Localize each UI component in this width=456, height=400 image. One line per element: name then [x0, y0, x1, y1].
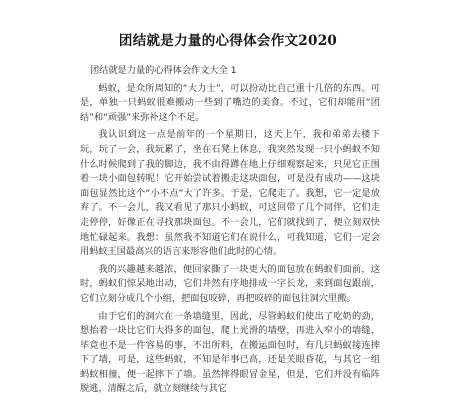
- paragraph: 蚂蚁，是众所周知的“大力士”，可以扮动比自己重十几倍的东西。可是，单独一只蚂蚁很难搬动一些到了嘴边的美食。不过，它们却能用“团结”和“顽强”来弥补这个不足。: [80, 82, 380, 123]
- paragraph: 我的兴趣越来越浓，便回家撕了一块更大的面包放在蚂蚁们面前，这时，蚂蚁们惊呆地出动，它们井然有序地排成一字长龙，来到面包跟前，它们立刻分成几个小组，把面包咬碎，再把咬碎的面包往洞穴里搬。: [80, 263, 380, 304]
- document-subtitle: 团结就是力量的心得体会作文大全 1: [90, 65, 237, 76]
- paragraph: 由于它们的洞穴在一条墙缝里，因此，尽管蚂蚁们使出了吃奶的劲，想抬着一块比它们大得多的面包，爬上光滑的墙壁，再进入窄小的墙缝，毕竟也不是一件容易的事，不出所料，在搬运面包时，有几只蚂蚁接连摔下了墙，可是，这些蚂蚁，不知是年事已高，还是关眼昏花，与其它一组蚂蚁相撞，便一起摔下了墙。虽然摔得眼冒金星，但是，它们并没有临阵脱逃，清醒之后，就立刻继续与其它: [80, 310, 380, 395]
- document-body: [80, 64, 380, 397]
- paragraph: 我认识到这一点是前年的一个星期日，这天上午，我和弟弟去楼下玩，玩了一会，我玩累了，坐在石凳上休息，我突然发现一只小蚂蚁不知什么时候爬到了我的脚边，我不由得蹲在地上仔细观察起来，只见它正围着一块小面包转呢！它开始尝试着搬走这块面包，可是没有成功——这块面包显然比这个“小不点”大了许多。于是，它爬走了。我想，它一定是放弃了。不一会儿，我又看见了那只小蚂蚁，可这回带了几个同伴，它们走走停停，好像正在寻找那块面包。不一会儿，它们就找到了，便立刻双快地忙碌起来。我想：虽然我不知道它们在说什么，可我知道，它们一定会用蚂蚁王国最高兴的语言来形容他们此时的心情。: [80, 129, 380, 258]
- document-title: 团结就是力量的心得体会作文2020: [118, 33, 338, 49]
